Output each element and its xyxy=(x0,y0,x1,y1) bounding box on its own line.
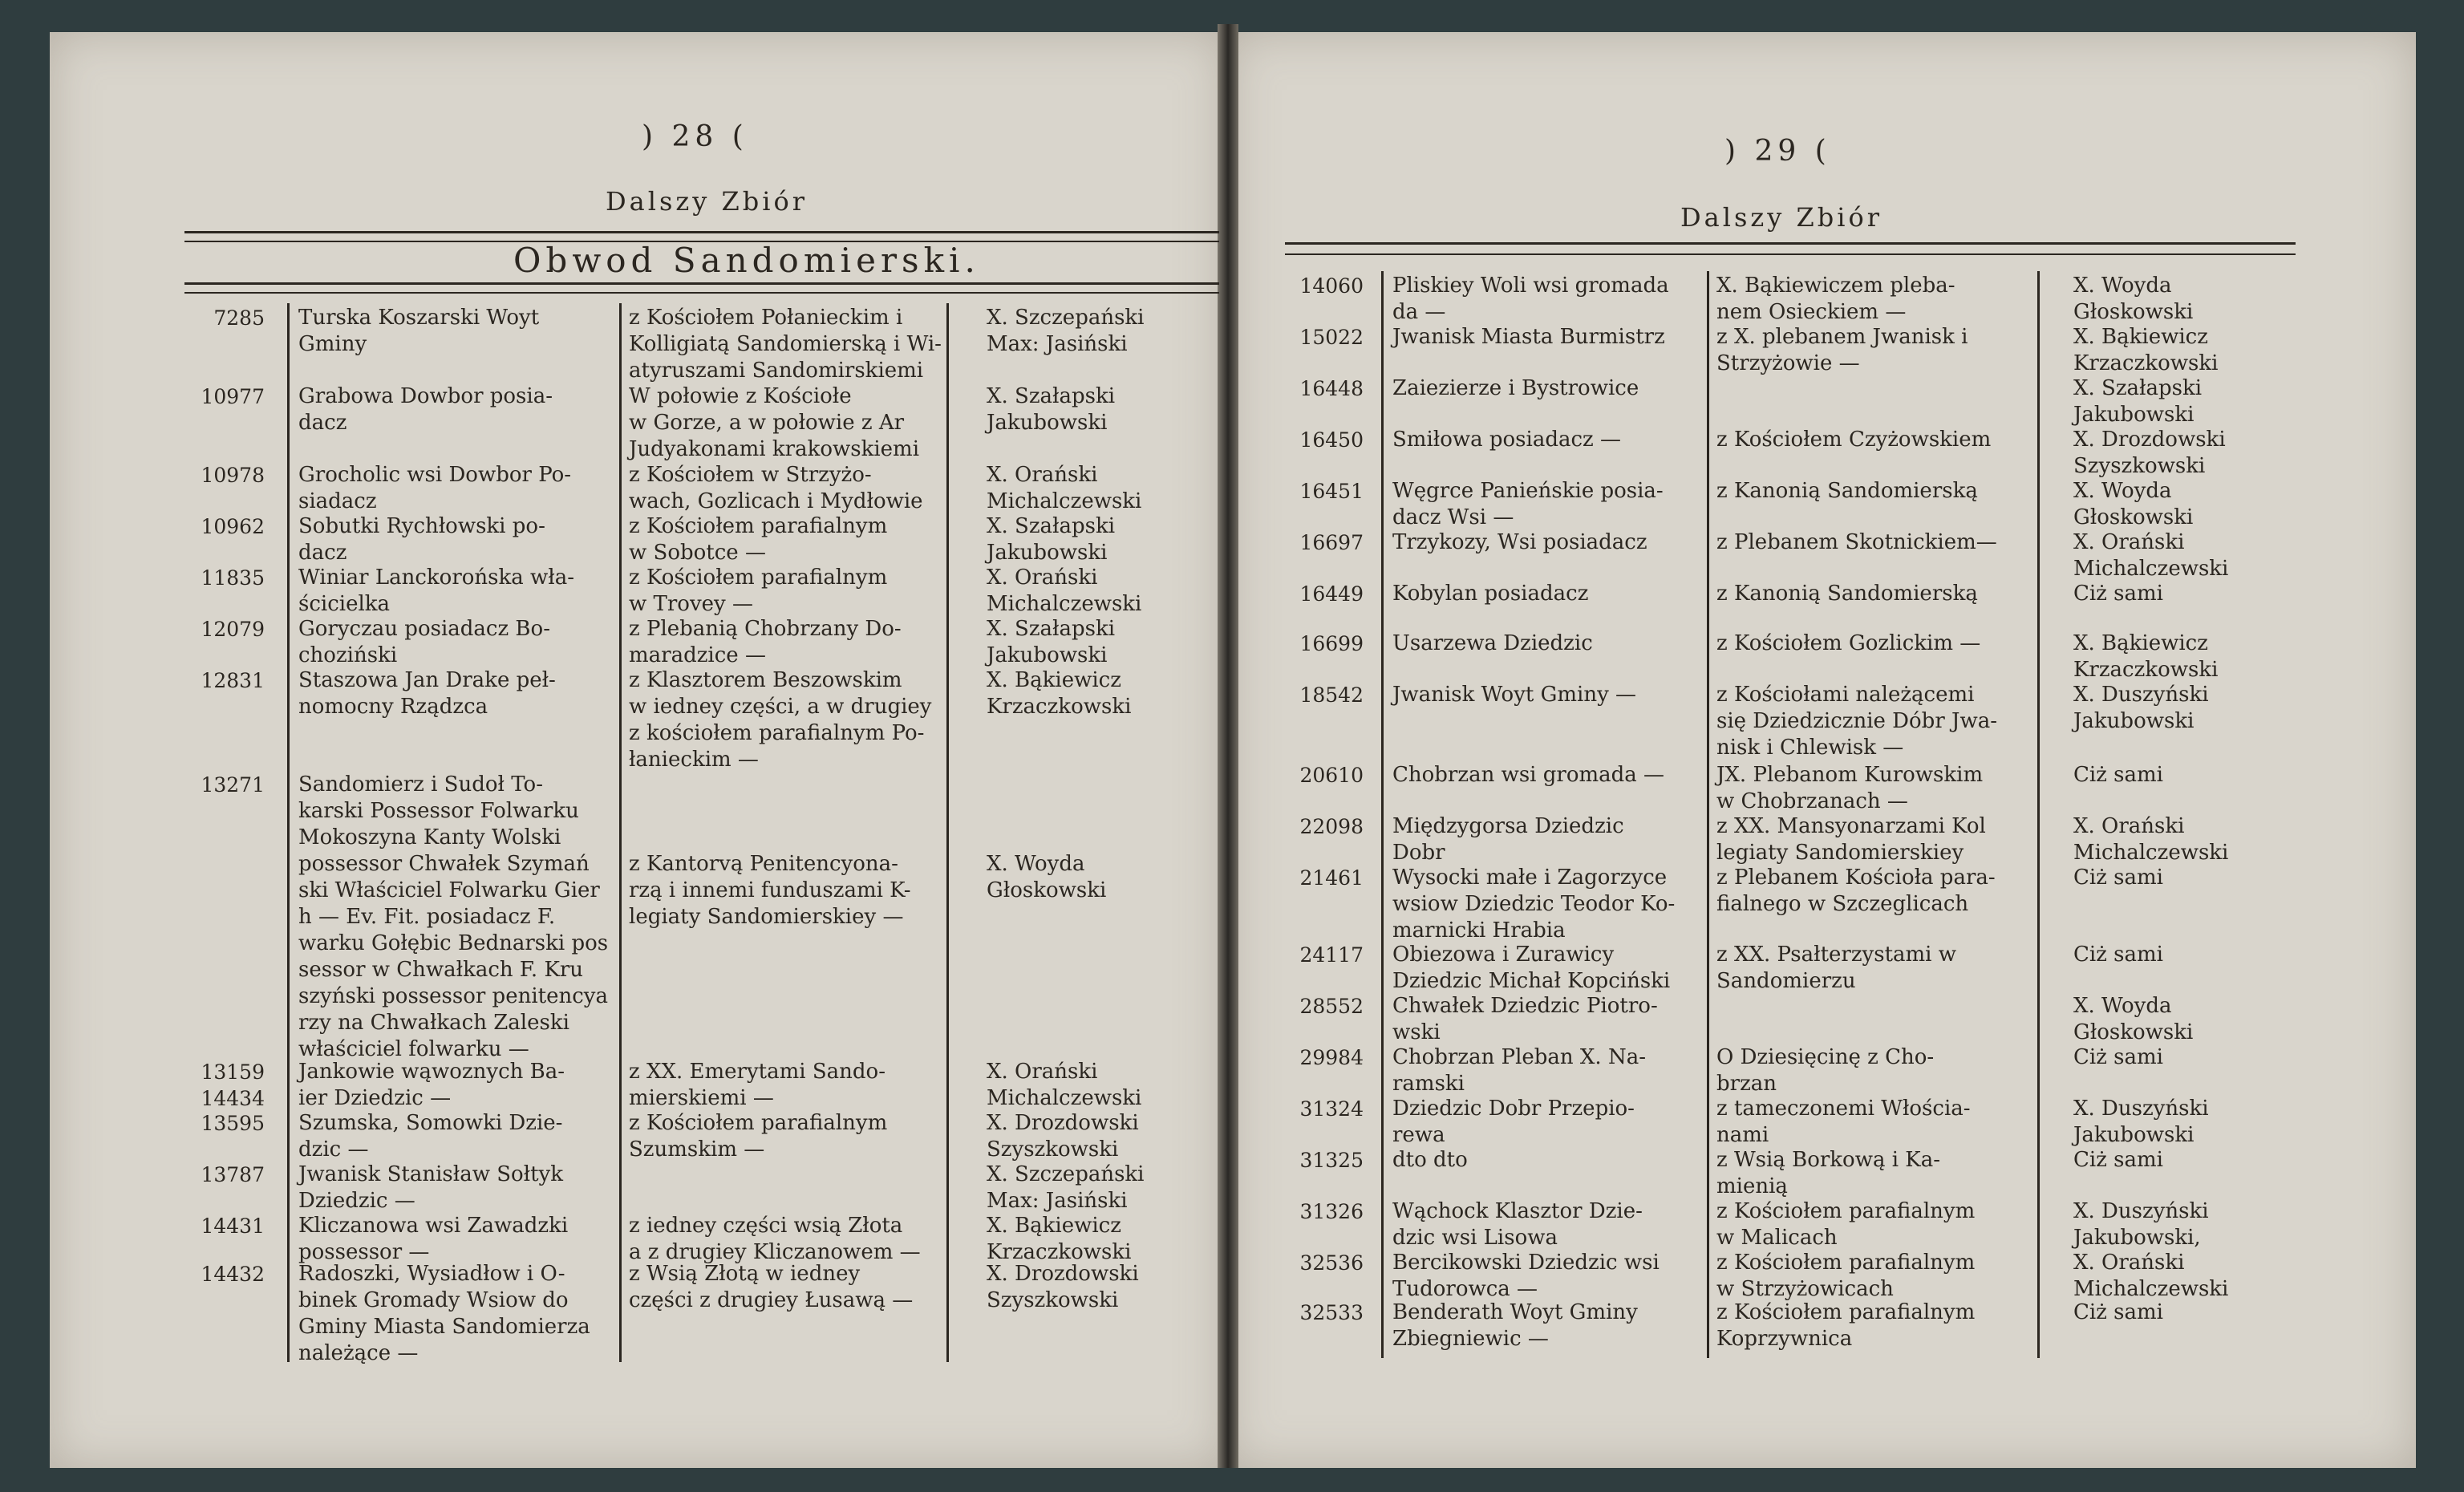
locality-cell: Chobrzan wsi gromada — xyxy=(1392,763,1665,787)
commissioner-cell: X. Woyda Głoskowski xyxy=(2073,274,2194,324)
locality-cell: Jwanisk Miasta Burmistrz xyxy=(1392,325,1665,349)
locality-cell: Obiezowa i Zurawicy Dziedzic Michał Kopciński xyxy=(1392,943,1671,993)
commissioner-cell: X. Orański Michalczewski xyxy=(2073,1251,2229,1301)
register-number: 12831 xyxy=(201,669,265,692)
commissioner-cell: X. Orański Michalczewski xyxy=(2073,530,2229,581)
locality-cell: Radoszki, Wysiadłow i O- binek Gromady Wsiow do Gminy Miasta Sandomierza należące — xyxy=(298,1262,590,1365)
commissioner-cell: Ciż sami xyxy=(2073,1148,2163,1172)
parish-cell: O Dziesięcinę z Cho- brzan xyxy=(1716,1045,1935,1096)
parish-cell: W połowie z Kościołe w Gorze, a w połowie z Ar Judyakonami krakowskiemi xyxy=(629,384,920,461)
page-number-right: ) 29 ( xyxy=(1724,135,1831,168)
register-number: 13159 14434 xyxy=(201,1060,265,1110)
locality-cell: Grocholic wsi Dowbor Po- siadacz xyxy=(298,463,572,513)
commissioner-cell: X. Szczepański Max: Jasiński xyxy=(987,306,1145,356)
locality-cell: Dziedzic Dobr Przepio- rewa xyxy=(1392,1097,1635,1147)
register-number: 21461 xyxy=(1299,866,1364,890)
commissioner-cell: X. Drozdowski Szyszkowski xyxy=(987,1111,1139,1162)
parish-cell: z Klasztorem Beszowskim w iedney części, a w drugiey z kościołem parafialnym Po- łanieckim — xyxy=(629,668,932,772)
locality-cell: Bercikowski Dziedzic wsi Tudorowca — xyxy=(1392,1251,1660,1301)
locality-cell: dto dto xyxy=(1392,1148,1468,1172)
district-title: Obwod Sandomierski. xyxy=(513,241,980,280)
commissioner-cell: X. Orański Michalczewski xyxy=(2073,814,2229,865)
commissioner-cell: X. Szczepański Max: Jasiński xyxy=(987,1162,1145,1213)
commissioner-cell: X. Duszyński Jakubowski xyxy=(2073,1097,2209,1147)
column-line-left-1 xyxy=(287,303,290,1362)
register-number: 31325 xyxy=(1299,1149,1364,1172)
register-number: 10978 xyxy=(201,464,265,487)
parish-cell: z Kościołem parafialnym w Strzyżowicach xyxy=(1716,1251,1976,1301)
register-number: 31324 xyxy=(1299,1097,1364,1121)
register-number: 13787 xyxy=(201,1163,265,1186)
register-number: 15022 xyxy=(1299,326,1364,349)
book-gutter xyxy=(1218,24,1238,1468)
register-number: 32533 xyxy=(1299,1301,1364,1324)
register-number: 29984 xyxy=(1299,1046,1364,1069)
parish-cell: z Kanonią Sandomierską xyxy=(1716,479,1978,503)
parish-cell: z Kantorvą Penitencyona- rzą i innemi funduszami K- legiaty Sandomierskiey — xyxy=(629,852,911,929)
locality-cell: Kliczanowa wsi Zawadzki possessor — xyxy=(298,1214,569,1264)
parish-cell: X. Bąkiewiczem pleba- nem Osieckiem — xyxy=(1716,274,1955,324)
commissioner-cell: X. Orański Michalczewski xyxy=(987,566,1142,616)
commissioner-cell: X. Orański Michalczewski xyxy=(987,1060,1142,1110)
locality-cell: Wąchock Klasztor Dzie- dzic wsi Lisowa xyxy=(1392,1199,1643,1250)
commissioner-cell: X. Bąkiewicz Krzaczkowski xyxy=(987,668,1132,719)
register-number: 22098 xyxy=(1299,815,1364,838)
header-rule-right-top xyxy=(1285,242,2296,245)
parish-cell: z Plebanem Kościoła para- fialnego w Szczeglicach xyxy=(1716,866,1996,916)
commissioner-cell: Ciż sami xyxy=(2073,582,2163,606)
parish-cell: z Kościołem parafialnym Koprzywnica xyxy=(1716,1300,1976,1351)
register-number: 12079 xyxy=(201,618,265,641)
register-number: 14060 xyxy=(1299,274,1364,298)
register-number: 16450 xyxy=(1299,428,1364,452)
commissioner-cell: X. Drozdowski Szyszkowski xyxy=(2073,428,2226,478)
header-title-left: Dalszy Zbiór xyxy=(606,186,808,217)
parish-cell: z Kościołem parafialnym w Malicach xyxy=(1716,1199,1976,1250)
parish-cell: z iedney części wsią Złota a z drugiey Kliczanowem — xyxy=(629,1214,921,1264)
column-line-right-3 xyxy=(2037,271,2040,1358)
locality-cell: Szumska, Somowki Dzie- dzic — xyxy=(298,1111,563,1162)
locality-cell: Jankowie wąwoznych Ba- ier Dziedzic — xyxy=(298,1060,565,1110)
commissioner-cell: X. Woyda Głoskowski xyxy=(987,852,1107,902)
column-line-right-1 xyxy=(1381,271,1384,1358)
locality-cell: Goryczau posiadacz Bo- choziński xyxy=(298,617,550,667)
register-number: 14432 xyxy=(201,1263,265,1286)
locality-cell: Chobrzan Pleban X. Na- ramski xyxy=(1392,1045,1646,1096)
locality-cell: Winiar Lanckorońska wła- ścicielka xyxy=(298,566,574,616)
parish-cell: z Plebanią Chobrzany Do- maradzice — xyxy=(629,617,902,667)
header-title-right: Dalszy Zbiór xyxy=(1680,202,1883,233)
locality-cell: Turska Koszarski Woyt Gminy xyxy=(298,306,540,356)
locality-cell: Smiłowa posiadacz — xyxy=(1392,428,1622,452)
register-number: 16449 xyxy=(1299,582,1364,606)
parish-cell: z XX. Mansyonarzami Kol legiaty Sandomierskiey xyxy=(1716,814,1986,865)
header-rule-right-top2 xyxy=(1285,253,2296,255)
commissioner-cell: X. Drozdowski Szyszkowski xyxy=(987,1262,1139,1312)
parish-cell: z Kościołem Gozlickim — xyxy=(1716,631,1981,655)
page-number-left: ) 28 ( xyxy=(642,120,748,153)
locality-cell: Sandomierz i Sudoł To- karski Possessor Folwarku Mokoszyna Kanty Wolski possessor Chwałek Szymań ski Właściciel Folwarku Gier h — Ev. Fit. posiadacz F. warku Gołębic Bednarski pos sessor w Chwałkach F. Kru szyński possessor penitencya rzy na Chwałkach Zaleski właściciel folwarku — xyxy=(298,772,609,1061)
commissioner-cell: Ciż sami xyxy=(2073,1300,2163,1324)
register-number: 20610 xyxy=(1299,764,1364,787)
commissioner-cell: X. Szałapski Jakubowski xyxy=(2073,376,2203,427)
commissioner-cell: X. Bąkiewicz Krzaczkowski xyxy=(987,1214,1132,1264)
column-line-left-3 xyxy=(946,303,949,1362)
register-number: 18542 xyxy=(1299,683,1364,707)
register-number: 16451 xyxy=(1299,480,1364,503)
commissioner-cell: X. Bąkiewicz Krzaczkowski xyxy=(2073,325,2219,375)
commissioner-cell: X. Szałapski Jakubowski xyxy=(987,617,1116,667)
commissioner-cell: Ciż sami xyxy=(2073,1045,2163,1069)
parish-cell: z Kościołem parafialnym Szumskim — xyxy=(629,1111,888,1162)
commissioner-cell: X. Orański Michalczewski xyxy=(987,463,1142,513)
register-number: 11835 xyxy=(201,566,265,590)
register-number: 16448 xyxy=(1299,377,1364,400)
parish-cell: JX. Plebanom Kurowskim w Chobrzanach — xyxy=(1716,763,1984,813)
header-rule-left-top xyxy=(184,231,1219,233)
column-line-left-2 xyxy=(619,303,622,1362)
locality-cell: Kobylan posiadacz xyxy=(1392,582,1589,606)
locality-cell: Pliskiey Woli wsi gromada da — xyxy=(1392,274,1669,324)
commissioner-cell: Ciż sami xyxy=(2073,943,2163,967)
parish-cell: z Plebanem Skotnickiem— xyxy=(1716,530,1997,554)
register-number: 32536 xyxy=(1299,1251,1364,1275)
commissioner-cell: X. Woyda Głoskowski xyxy=(2073,479,2194,529)
register-number: 13595 xyxy=(201,1112,265,1135)
register-number: 13271 xyxy=(201,773,265,797)
parish-cell: z Kościołem parafialnym w Sobotce — xyxy=(629,514,888,565)
locality-cell: Międzygorsa Dziedzic Dobr xyxy=(1392,814,1624,865)
locality-cell: Jwanisk Woyt Gminy — xyxy=(1392,683,1637,707)
locality-cell: Grabowa Dowbor posia- dacz xyxy=(298,384,553,435)
parish-cell: z X. plebanem Jwanisk i Strzyżowie — xyxy=(1716,325,1968,375)
commissioner-cell: X. Duszyński Jakubowski xyxy=(2073,683,2209,733)
parish-cell: z XX. Emerytami Sando- mierskiemi — xyxy=(629,1060,886,1110)
commissioner-cell: Ciż sami xyxy=(2073,763,2163,787)
register-number: 10962 xyxy=(201,515,265,538)
register-number: 14431 xyxy=(201,1214,265,1238)
parish-cell: z tameczonemi Włościa- nami xyxy=(1716,1097,1971,1147)
locality-cell: Staszowa Jan Drake peł- nomocny Rządzca xyxy=(298,668,556,719)
header-rule-left-bottom xyxy=(184,282,1219,285)
locality-cell: Usarzewa Dziedzic xyxy=(1392,631,1593,655)
register-number: 7285 xyxy=(213,306,265,330)
register-number: 31326 xyxy=(1299,1200,1364,1223)
commissioner-cell: X. Szałapski Jakubowski xyxy=(987,514,1116,565)
register-number: 16699 xyxy=(1299,632,1364,655)
parish-cell: z Wsią Złotą w iedney części z drugiey Łusawą — xyxy=(629,1262,914,1312)
parish-cell: z Kościołami należącemi się Dziedzicznie Dóbr Jwa- nisk i Chlewisk — xyxy=(1716,683,1997,760)
parish-cell: z Kościołem Połanieckim i Kolligiatą Sandomierską i Wi- atyruszami Sandomirskiemi xyxy=(629,306,942,383)
register-number: 24117 xyxy=(1299,943,1364,967)
locality-cell: Trzykozy, Wsi posiadacz xyxy=(1392,530,1647,554)
parish-cell: z Kościołem w Strzyżo- wach, Gozlicach i Mydłowie xyxy=(629,463,923,513)
commissioner-cell: X. Woyda Głoskowski xyxy=(2073,994,2194,1044)
header-rule-left-bottom2 xyxy=(184,292,1219,294)
commissioner-cell: Ciż sami xyxy=(2073,866,2163,890)
register-number: 10977 xyxy=(201,385,265,408)
register-number: 16697 xyxy=(1299,531,1364,554)
register-number: 28552 xyxy=(1299,995,1364,1018)
parish-cell: z Kanonią Sandomierską xyxy=(1716,582,1978,606)
locality-cell: Benderath Woyt Gminy Zbiegniewic — xyxy=(1392,1300,1638,1351)
commissioner-cell: X. Bąkiewicz Krzaczkowski xyxy=(2073,631,2219,682)
parish-cell: z Kościołem parafialnym w Trovey — xyxy=(629,566,888,616)
locality-cell: Jwanisk Stanisław Sołtyk Dziedzic — xyxy=(298,1162,564,1213)
parish-cell: z Wsią Borkową i Ka- mienią xyxy=(1716,1148,1941,1198)
locality-cell: Zaiezierze i Bystrowice xyxy=(1392,376,1639,400)
locality-cell: Wysocki małe i Zagorzyce wsiow Dziedzic Teodor Ko- marnicki Hrabia xyxy=(1392,866,1676,943)
parish-cell: z Kościołem Czyżowskiem xyxy=(1716,428,1992,452)
commissioner-cell: X. Duszyński Jakubowski, xyxy=(2073,1199,2209,1250)
locality-cell: Chwałek Dziedzic Piotro- wski xyxy=(1392,994,1658,1044)
commissioner-cell: X. Szałapski Jakubowski xyxy=(987,384,1116,435)
locality-cell: Węgrce Panieńskie posia- dacz Wsi — xyxy=(1392,479,1664,529)
parish-cell: z XX. Psałterzystami w Sandomierzu xyxy=(1716,943,1957,993)
locality-cell: Sobutki Rychłowski po- dacz xyxy=(298,514,545,565)
column-line-right-2 xyxy=(1707,271,1709,1358)
